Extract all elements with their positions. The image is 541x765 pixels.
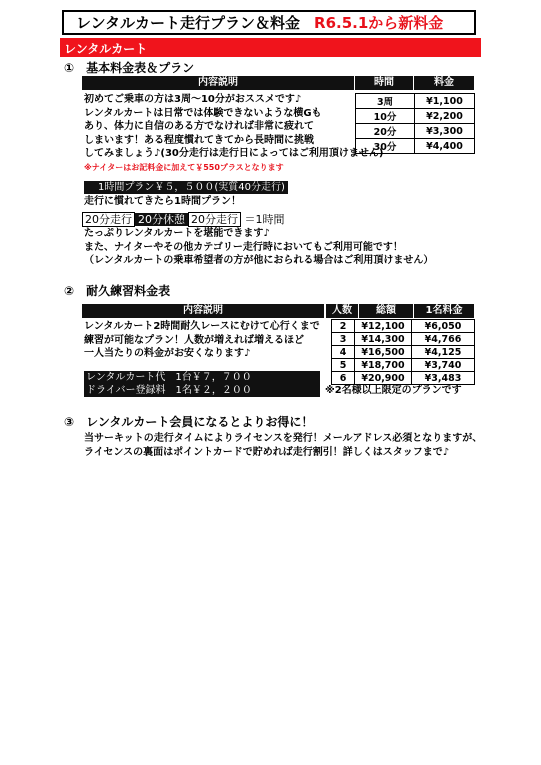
table-row <box>332 346 475 359</box>
table-row <box>356 94 475 109</box>
section-banner-label: レンタルカート <box>64 42 148 56</box>
section2-header-total: 総額 <box>359 304 413 318</box>
each-cell: ¥4,766 <box>412 333 475 346</box>
section3-line: ライセンスの裏面はポイントカードで貯めれば走行割引！詳しくはスタッフまで♪ <box>84 446 450 458</box>
table-row <box>332 372 475 385</box>
section2-line: 練習が可能なプラン！人数が増えれば増えるほど <box>84 334 304 346</box>
people-cell: 5 <box>332 359 355 372</box>
basic-price-table <box>355 93 475 154</box>
cost-line: レンタルカート代 1台￥７，７００ <box>86 372 252 383</box>
plan-run1: 20分走行 <box>82 212 135 227</box>
section2-header-content: 内容説明 <box>82 304 324 318</box>
table-row <box>332 359 475 372</box>
one-hour-plan-schedule <box>82 211 285 227</box>
each-cell: ¥3,483 <box>412 372 475 385</box>
night-surcharge-note: ※ナイターはお記料金に加えて￥550プラスとなります <box>84 163 284 172</box>
section3-heading: ③ レンタルカート会員になるとよりお得に！ <box>64 415 314 429</box>
cost-line: ドライバー登録料 1名￥２，２００ <box>86 385 252 396</box>
price-cell: ¥1,100 <box>415 94 475 109</box>
section1-line: してみましょう♪(30分走行は走行日によってはご利用頂けません) <box>84 148 384 159</box>
section1-header-content: 内容説明 <box>82 76 354 90</box>
title-box <box>62 10 476 35</box>
table-row <box>356 139 475 154</box>
plan-desc-line: （レンタルカートの乗車希望者の方が他におられる場合はご利用頂けません） <box>84 255 434 266</box>
section1-header-price: 料金 <box>414 76 474 90</box>
endurance-cost-box <box>84 371 320 397</box>
time-cell: 3周 <box>356 94 415 109</box>
section1-description <box>84 93 383 161</box>
plan-rest: 20分休憩 <box>135 213 188 226</box>
price-update-notice: R6.5.1から新料金 <box>314 14 444 32</box>
section2-header-people: 人数 <box>326 304 358 318</box>
section2-header-each: 1名料金 <box>414 304 474 318</box>
price-cell: ¥2,200 <box>415 109 475 124</box>
price-cell: ¥3,300 <box>415 124 475 139</box>
section3-line: 当サーキットの走行タイムによりライセンスを発行！メールアドレス必須となりますが、 <box>84 433 483 444</box>
time-cell: 10分 <box>356 109 415 124</box>
total-cell: ¥12,100 <box>355 320 412 333</box>
section2-description <box>84 320 320 361</box>
section-banner <box>60 38 481 57</box>
time-cell: 20分 <box>356 124 415 139</box>
plan-equals: ＝1時間 <box>244 213 285 226</box>
people-cell: 3 <box>332 333 355 346</box>
section1-line: レンタルカートは日常では体験できないような横Gも <box>84 107 322 119</box>
endurance-price-table <box>331 319 475 385</box>
time-cell: 30分 <box>356 139 415 154</box>
total-cell: ¥16,500 <box>355 346 412 359</box>
one-hour-plan-lead: 走行に慣れてきたら1時間プラン！ <box>84 196 241 207</box>
plan-run2: 20分走行 <box>188 212 241 227</box>
section1-header-time: 時間 <box>355 76 413 90</box>
total-cell: ¥20,900 <box>355 372 412 385</box>
endurance-note: ※2名様以上限定のプランです <box>325 385 462 396</box>
each-cell: ¥4,125 <box>412 346 475 359</box>
table-row <box>356 109 475 124</box>
section1-line: あり、体力に自信のある方でなければ非常に疲れて <box>84 121 314 132</box>
one-hour-plan-banner: 1時間プラン￥５，５００(実質40分走行) <box>84 181 288 194</box>
page-title: レンタルカート走行プラン＆料金 <box>76 14 301 32</box>
people-cell: 2 <box>332 320 355 333</box>
table-row <box>332 333 475 346</box>
section2-line: レンタルカート2時間耐久レースにむけて心行くまで <box>84 321 320 332</box>
plan-desc-line: また、ナイターやその他カテゴリー走行時においてもご利用可能です！ <box>84 241 403 253</box>
section2-heading: ② 耐久練習料金表 <box>64 284 171 298</box>
each-cell: ¥3,740 <box>412 359 475 372</box>
table-row <box>356 124 475 139</box>
section1-line: しまいます！ある程度慣れてきてから長時間に挑戦 <box>84 134 314 146</box>
total-cell: ¥18,700 <box>355 359 412 372</box>
price-cell: ¥4,400 <box>415 139 475 154</box>
section1-line: 初めてご乗車の方は3周～10分がおススメです♪ <box>84 94 302 105</box>
total-cell: ¥14,300 <box>355 333 412 346</box>
plan-desc-line: たっぷりレンタルカートを堪能できます♪ <box>84 228 270 239</box>
section1-heading: ① 基本料金表＆プラン <box>64 61 195 75</box>
section2-line: 一人当たりの料金がお安くなります♪ <box>84 348 251 359</box>
section3-description <box>84 432 482 459</box>
people-cell: 4 <box>332 346 355 359</box>
people-cell: 6 <box>332 372 355 385</box>
each-cell: ¥6,050 <box>412 320 475 333</box>
table-row <box>332 320 475 333</box>
one-hour-plan-description <box>84 227 433 268</box>
